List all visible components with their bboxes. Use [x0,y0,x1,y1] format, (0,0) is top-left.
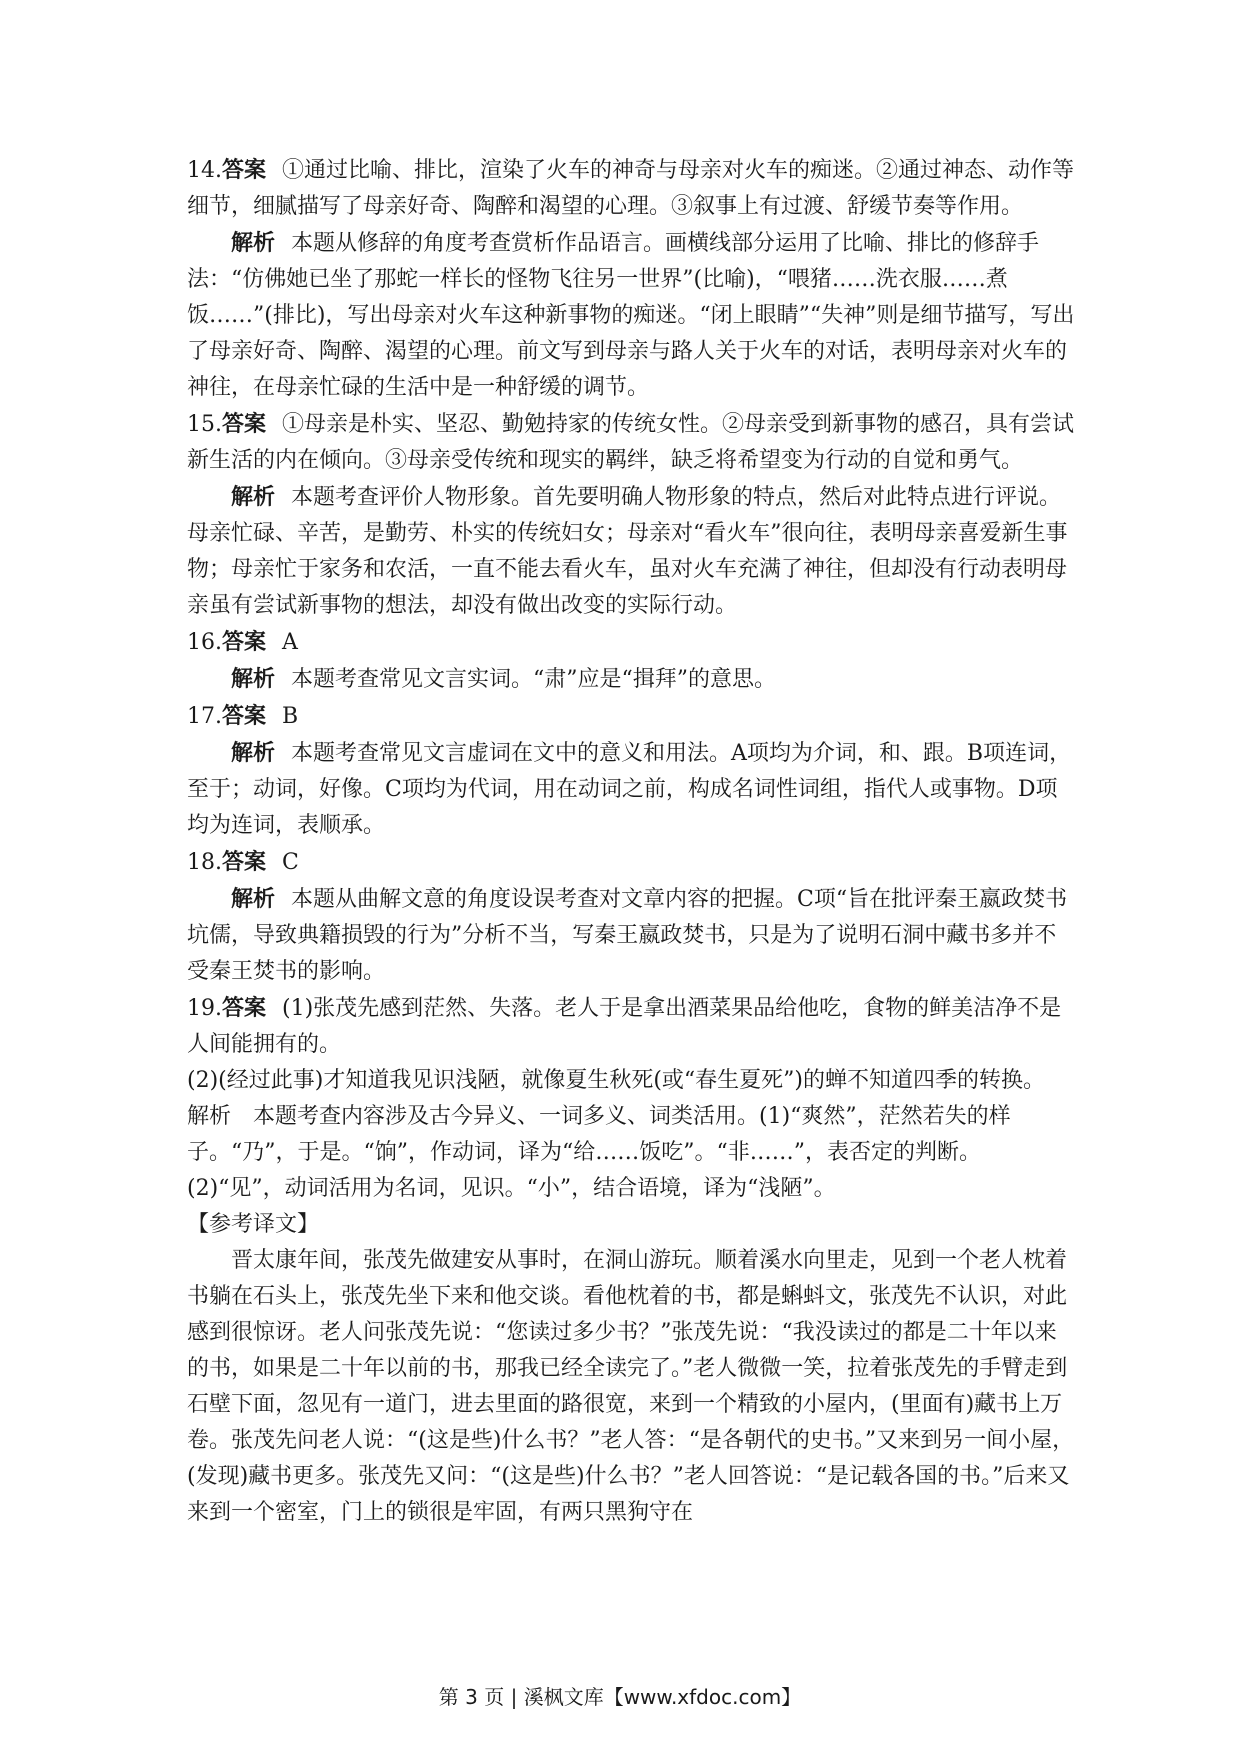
answer-14 [187,152,1077,225]
footer-library-link: 溪枫文库【www.xfdoc.com】 [523,1685,802,1709]
question-number: 14. [187,158,222,183]
analysis-label: 解析 [231,740,276,766]
answer-19-part-2: (2)(经过此事)才知道我见识浅陋，就像夏生秋死(或“春生夏死”)的蝉不知道四季的转换。 [187,1068,1045,1093]
answer-text: A [282,630,298,655]
page-number: 第 3 页 [438,1685,505,1709]
answer-17 [187,698,1077,735]
answer-text: ①通过比喻、排比，渲染了火车的神奇与母亲对火车的痴迷。②通过神态、动作等细节，细腻描写了母亲好奇、陶醉和渴望的心理。③叙事上有过渡、舒缓节奏等作用。 [187,158,1075,219]
analysis-15 [187,479,1077,624]
question-number: 16. [187,630,222,655]
reference-translation-heading: 【参考译文】 [187,1212,320,1237]
question-number: 15. [187,412,222,437]
answer-label: 答案 [222,995,267,1021]
answer-label: 答案 [222,411,267,437]
answer-label: 答案 [222,629,267,655]
analysis-17 [187,735,1077,844]
analysis-16 [187,661,1077,698]
analysis-14 [187,225,1077,406]
analysis-text: 本题考查常见文言实词。“肃”应是“揖拜”的意思。 [291,667,777,692]
answer-text: ①母亲是朴实、坚忍、勤勉持家的传统女性。②母亲受到新事物的感召，具有尝试新生活的内在倾向。③母亲受传统和现实的羁绊，缺乏将希望变为行动的自觉和勇气。 [187,412,1075,473]
reference-translation-text: 晋太康年间，张茂先做建安从事时，在洞山游玩。顺着溪水向里走，见到一个老人枕着书躺在石头上，张茂先坐下来和他交谈。看他枕着的书，都是蝌蚪文，张茂先不认识，对此感到很惊讶。老人问张茂先说：“您读过多少书？”张茂先说：“我没读过的都是二十年以来的书，如果是二十年以前的书，那我已经全读完了。”老人微微一笑，拉着张茂先的手臂走到石壁下面，忽见有一道门，进去里面的路很宽，来到一个精致的小屋内，(里面有)藏书上万卷。张茂先问老人说：“(这是些)什么书？”老人答：“是各朝代的史书。”又来到另一间小屋，(发现)藏书更多。张茂先又问：“(这是些)什么书？”老人回答说：“是记载各国的书。”后来又来到一个密室，门上的锁很是牢固，有两只黑狗守在 [187,1248,1075,1525]
answer-15 [187,406,1077,479]
analysis-text: 本题从曲解文意的角度设误考查对文章内容的把握。C项“旨在批评秦王嬴政焚书坑儒，导致典籍损毁的行为”分析不当，写秦王嬴政焚书，只是为了说明石洞中藏书多并不受秦王焚书的影响。 [187,887,1068,984]
answer-text: B [282,704,299,729]
analysis-label: 解析 [231,666,276,692]
answer-16 [187,624,1077,661]
analysis-text: 本题考查常见文言虚词在文中的意义和用法。A项均为介词，和、跟。B项连词，至于；动词，好像。C项均为代词，用在动词之前，构成名词性词组，指代人或事物。D项均为连词，表顺承。 [187,741,1072,838]
analysis-19: 解析 本题考查内容涉及古今异义、一词多义、词类活用。(1)“爽然”，茫然若失的样子。“乃”，于是。“饷”，作动词，译为“给……饭吃”。“非……”，表否定的判断。(2)“见”，动词活用为名词，见识。“小”，结合语境，译为“浅陋”。 [187,1104,1011,1201]
answer-text: C [282,850,299,875]
answer-label: 答案 [222,849,267,875]
analysis-18 [187,881,1077,990]
question-number: 17. [187,704,222,729]
analysis-text: 本题考查评价人物形象。首先要明确人物形象的特点，然后对此特点进行评说。母亲忙碌、辛苦，是勤劳、朴实的传统妇女；母亲对“看火车”很向往，表明母亲喜爱新生事物；母亲忙于家务和农活，一直不能去看火车，虽对火车充满了神往，但却没有行动表明母亲虽有尝试新事物的想法，却没有做出改变的实际行动。 [187,485,1068,618]
answer-label: 答案 [222,157,267,183]
question-number: 18. [187,850,222,875]
analysis-label: 解析 [231,230,276,256]
footer-separator: | [504,1685,524,1709]
answer-text: (1)张茂先感到茫然、失落。老人于是拿出酒菜果品给他吃，食物的鲜美洁净不是人间能拥有的。 [187,996,1062,1057]
answer-18 [187,844,1077,881]
answer-label: 答案 [222,703,267,729]
page-footer [0,1683,1240,1711]
analysis-text: 本题从修辞的角度考查赏析作品语言。画横线部分运用了比喻、排比的修辞手法：“仿佛她已坐了那蛇一样长的怪物飞往另一世界”(比喻)，“喂猪……洗衣服……煮饭……”(排比)，写出母亲对火车这种新事物的痴迷。“闭上眼睛”“失神”则是细节描写，写出了母亲好奇、陶醉、渴望的心理。前文写到母亲与路人关于火车的对话，表明母亲对火车的神往，在母亲忙碌的生活中是一种舒缓的调节。 [187,231,1075,400]
analysis-label: 解析 [231,484,276,510]
document-body [187,152,1077,1531]
analysis-label: 解析 [231,886,276,912]
answer-19 [187,990,1077,1063]
question-number: 19. [187,996,222,1021]
